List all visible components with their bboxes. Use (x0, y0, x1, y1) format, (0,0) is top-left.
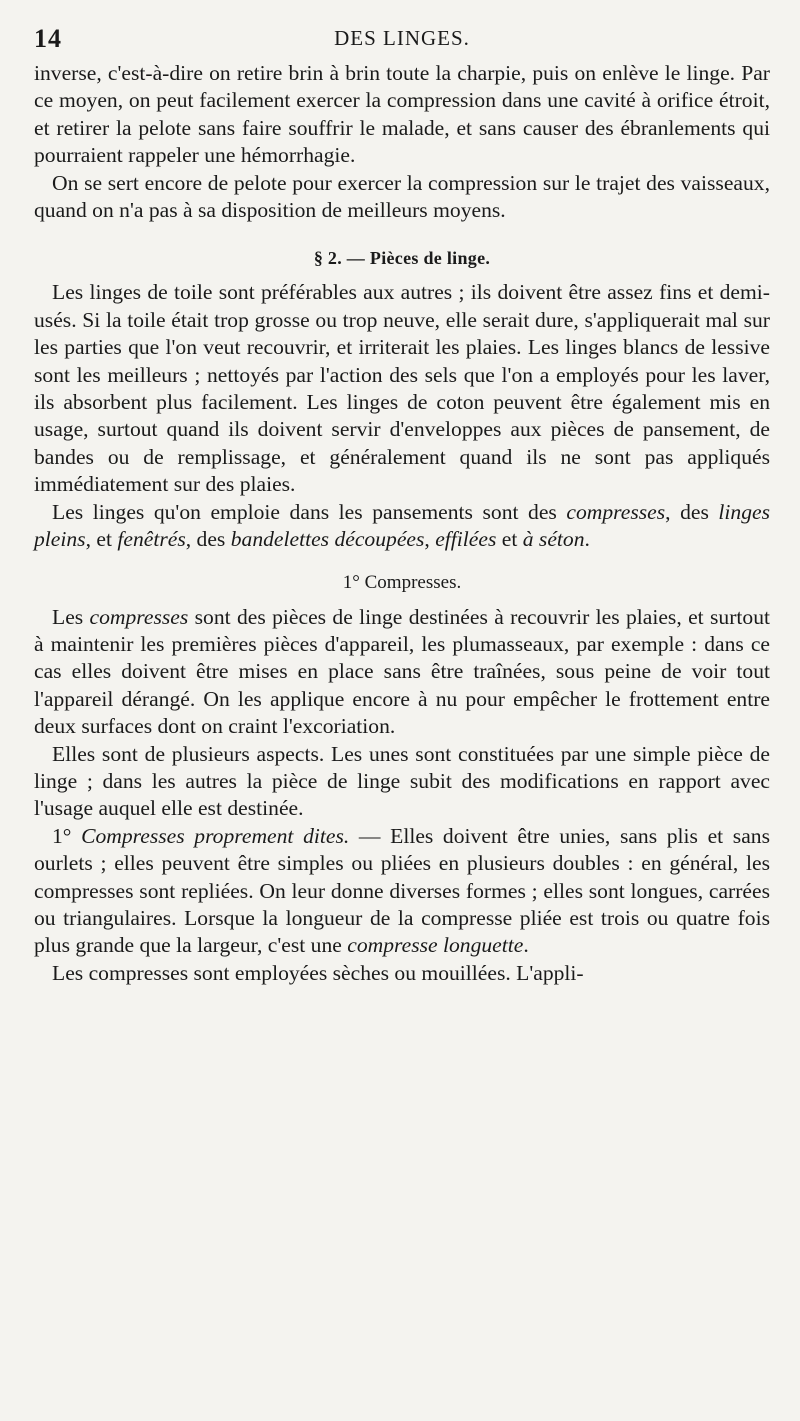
paragraph-compresses-definition: Les compresses sont des pièces de linge destinées à recouvrir les plaies, et surtout à maintenir les premières pièces d'appareil, les plumasseaux, par exemple : dans ce cas elles doivent être mises en place sans être traînées, sous peine de voir tout l'appareil dérangé. On les applique encore à nu pour empêcher le frottement entre deux surfaces dont on craint l'excoriation. (34, 604, 770, 739)
section-heading: § 2. — Pièces de linge. (313, 248, 491, 269)
book-page (34, 24, 770, 987)
subsection-heading: 1° Compresses. (342, 571, 462, 593)
running-title: DES LINGES. (334, 26, 470, 50)
paragraph-linges-toile: Les linges de toile sont préférables aux autres ; ils doivent être assez fins et demi-usés. Si la toile était trop grosse ou trop neuve, elle serait dure, s'appliquerait mal sur les parties que l'on veut recouvrir, et irriterait les plaies. Les linges blancs de lessive sont les meilleurs ; nettoyés par l'action des sels que l'on a employés pour les laver, ils absorbent plus facilement. Les linges de coton peuvent être également mis en usage, surtout quand ils doivent servir d'enveloppes aux pièces de pansement, de bandes ou de remplissage, et généralement quand ils ne sont pas appliqués immédiatement sur des plaies. (34, 280, 770, 497)
running-head (34, 24, 770, 60)
paragraph-aspects: Elles sont de plusieurs aspects. Les unes sont constituées par une simple pièce de linge ; dans les autres la pièce de linge subit des modifications en rapport avec l'usage auquel elle est destinée. (34, 741, 770, 821)
paragraph-types-linges: Les linges qu'on emploie dans les pansements sont des compresses, des linges pleins, et fenêtrés, des bandelettes découpées, effilées et à séton. (34, 499, 771, 552)
paragraph-pelote: On se sert encore de pelote pour exercer la compression sur le trajet des vaisseaux, quand on n'a pas à sa disposition de meilleurs moyens. (34, 170, 770, 223)
paragraph-compresses-proprement-dites: 1° Compresses proprement dites. — Elles doivent être unies, sans plis et sans ourlets ; elles peuvent être simples ou pliées en plusieurs doubles : en général, les compresses sont repliées. On leur donne diverses formes ; elles sont longues, carrées ou triangulaires. Lorsque la longueur de la compresse pliée est trois ou quatre fois plus grande que la largeur, c'est une compresse longuette. (34, 823, 770, 958)
paragraph-continuation: inverse, c'est-à-dire on retire brin à brin toute la charpie, puis on enlève le linge. Par ce moyen, on peut facilement exercer la compression dans une cavité à orifice étroit, et retirer la pelote sans faire souffrir le malade, et sans causer des ébranlements qui pourraient rappeler une hémorrhagie. (34, 61, 770, 168)
paragraph-employees: Les compresses sont employées sèches ou mouillées. L'appli- (52, 960, 584, 985)
page-number: 14 (34, 24, 62, 53)
